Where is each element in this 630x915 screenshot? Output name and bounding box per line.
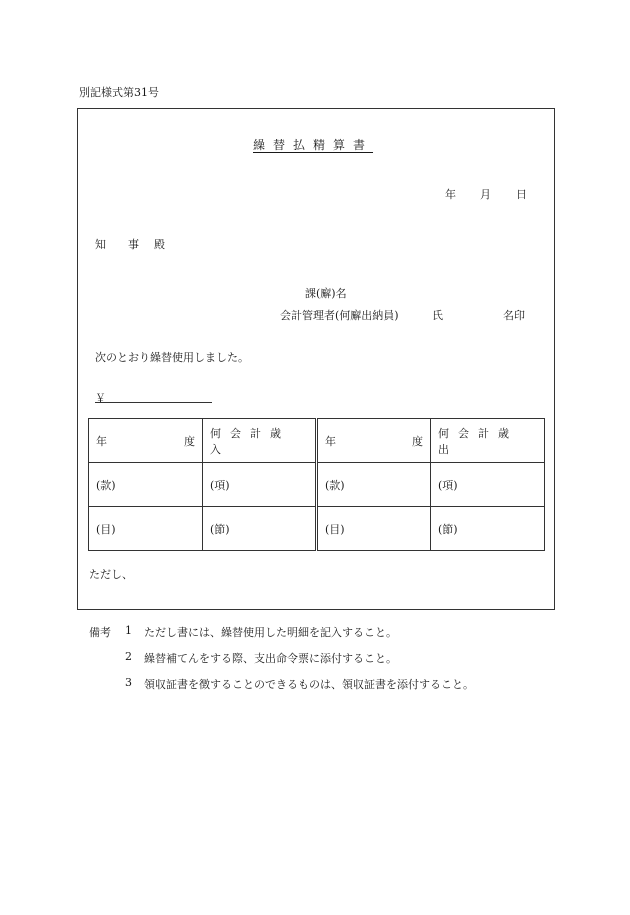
expenditure-item-cell[interactable]: (項) (431, 463, 545, 507)
expenditure-clause-cell[interactable]: (節) (431, 507, 545, 551)
revenue-section-cell[interactable]: (款) (89, 463, 203, 507)
header-year-label: 年 (96, 434, 107, 448)
transfer-table (88, 418, 545, 551)
table-row (89, 463, 545, 507)
addressee-part-1: 知 (95, 238, 106, 251)
header-expenditure-label: 何会計歳出 (438, 426, 518, 456)
note-text: 領収証書を徴することのできるものは、領収証書を添付すること。 (144, 678, 474, 691)
statement-text: 次のとおり繰替使用しました。 (95, 351, 249, 364)
expenditure-subitem-cell[interactable]: (目) (317, 507, 431, 551)
addressee-part-2: 事 (128, 238, 139, 251)
revenue-item-cell[interactable]: (項) (203, 463, 317, 507)
form-title: 繰替払精算書 (253, 138, 374, 152)
remarks-label: 備考 (89, 626, 111, 639)
note-text: 繰替補てんをする際、支出命令票に添付すること。 (144, 652, 397, 665)
note-number: 3 (125, 676, 132, 689)
amount-field[interactable] (95, 402, 212, 403)
name-seal-label: 名印 (503, 309, 525, 322)
accountant-title: 会計管理者(何廨出納員) (280, 309, 399, 322)
table-row (89, 507, 545, 551)
header-revenue-account (203, 419, 317, 463)
header-expenditure-account (431, 419, 545, 463)
proviso-text: ただし、 (89, 568, 133, 581)
surname-label: 氏 (432, 309, 443, 322)
yen-sign: ￥ (95, 392, 106, 405)
revenue-clause-cell[interactable]: (節) (203, 507, 317, 551)
expenditure-section-cell[interactable]: (款) (317, 463, 431, 507)
table-header-row (89, 419, 545, 463)
header-fiscal-year-revenue (89, 419, 203, 463)
form-number: 別記様式第31号 (79, 86, 159, 99)
header-fiscal-label: 度 (184, 434, 195, 448)
date-day-label: 日 (516, 188, 527, 201)
date-month-label: 月 (480, 188, 491, 201)
revenue-subitem-cell[interactable]: (目) (89, 507, 203, 551)
header-fiscal-label: 度 (412, 434, 423, 448)
header-revenue-label: 何会計歳入 (210, 426, 290, 456)
note-number: 1 (125, 624, 132, 637)
header-fiscal-year-expenditure (317, 419, 431, 463)
note-number: 2 (125, 650, 132, 663)
header-year-label: 年 (325, 434, 336, 448)
section-name-label: 課(廨)名 (305, 287, 347, 300)
note-text: ただし書には、繰替使用した明細を記入すること。 (144, 626, 397, 639)
addressee-honorific: 殿 (154, 238, 165, 251)
date-year-label: 年 (445, 188, 456, 201)
